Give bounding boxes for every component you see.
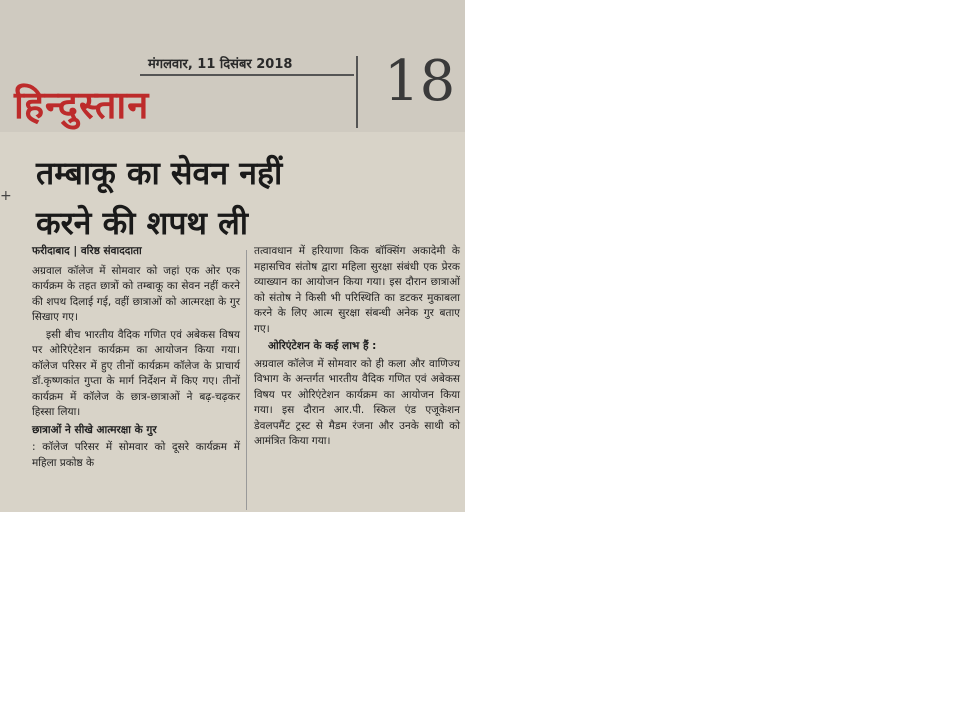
subheading: ओरिएंटेशन के कई लाभ हैं : [268, 340, 377, 352]
article-column-2 [254, 244, 460, 452]
headline-line-1: तम्बाकू का सेवन नहीं [36, 154, 283, 192]
masthead [0, 0, 465, 132]
crop-mark-icon: + [0, 188, 12, 204]
article-headline [36, 148, 456, 248]
byline: फरीदाबाद | वरिष्ठ संवाददाता [32, 245, 142, 257]
newspaper-title: हिन्दुस्तान [14, 83, 150, 127]
paragraph: अग्रवाल कॉलेज में सोमवार को ही कला और वाणिज्य विभाग के अन्तर्गत भारतीय वैदिक गणित एवं अबेकस विषय पर ओरिएंटेशन कार्यक्रम का आयोजन किया गया। इस दौरान आर.पी. स्किल एंड एजूकेशन डेवलपमैंट ट्रस्ट से मैडम रंजना और उनके साथी को आमंत्रित किया गया। [254, 357, 460, 447]
column-divider [246, 250, 247, 510]
article-column-1 [32, 244, 240, 473]
paragraph: : कॉलेज परिसर में सोमवार को दूसरे कार्यक्रम में महिला प्रकोष्ठ के [32, 441, 240, 469]
paragraph: अग्रवाल कॉलेज में सोमवार को जहां एक ओर एक कार्यक्रम के तहत छात्रों को तम्बाकू का सेवन नहीं करने की शपथ दिलाई गई, वहीं छात्राओं को आत्मरक्षा के गुर सिखाए गए। [32, 264, 240, 323]
paragraph: तत्वावधान में हरियाणा किक बॉक्सिंग अकादेमी के महासचिव संतोष द्वारा महिला सुरक्षा संबंधी एक प्रेरक व्याख्यान का आयोजन किया गया। इस दौरान छात्राओं को संतोष ने किसी भी परिस्थिति का डटकर मुकाबला करने के लिए आत्म सुरक्षा संबन्धी अनेक गुर बताए गए। [254, 245, 460, 335]
newspaper-clipping [0, 0, 465, 512]
issue-date: मंगलवार, 11 दिसंबर 2018 [148, 57, 293, 72]
subheading: छात्राओं ने सीखे आत्मरक्षा के गुर [32, 423, 157, 436]
paragraph: इसी बीच भारतीय वैदिक गणित एवं अबेकस विषय पर ओरिएंटेशन कार्यक्रम का आयोजन किया गया। कॉलेज परिसर में हुए तीनों कार्यक्रम कॉलेज के प्राचार्य डॉ.कृष्णकांत गुप्ता के मार्ग निर्देशन में किए गए। तीनों कार्यक्रम में कॉलेज के छात्र-छात्राओं ने बढ़-चढ़कर हिस्सा लिया। [32, 328, 240, 418]
page-number: 18 [384, 49, 456, 114]
headline-line-2: करने की शपथ ली [36, 204, 249, 242]
page-number-divider [356, 56, 358, 128]
masthead-rule [140, 74, 354, 76]
